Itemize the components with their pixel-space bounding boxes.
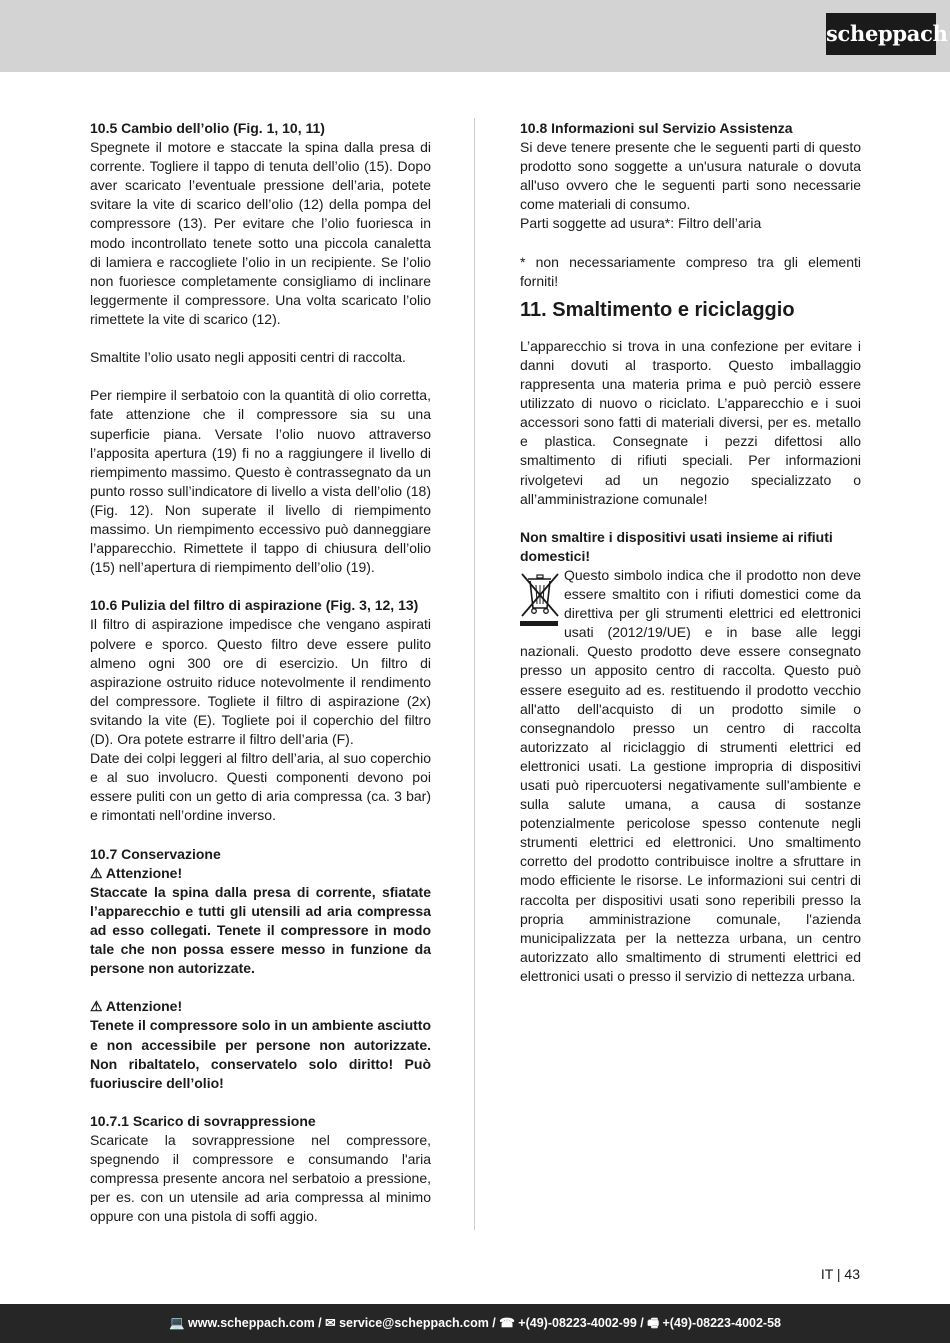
section-11-paragraph: L’apparecchio si trova in una confezione per evitare i danni dovuti al trasporto. Questo imballaggio rappresenta una materia prima e può perciò essere utilizzato di nuovo o riciclato. L’apparecchio e i suoi accessori sono fatti di materiali diversi, per es. metallo e plastica. Consegnate i pezzi difettosi allo smaltimento di rifiuti speciali. Per informazioni rivolgetevi ad un negozio specializzato o all’amministrazione comunale! [520, 337, 861, 507]
scheppach-logo: scheppach [826, 13, 936, 55]
footer-fax: 🖷 +(49)-08223-4002-58 [647, 1316, 781, 1330]
section-10-5-title: 10.5 Cambio dell’olio (Fig. 1, 10, 11) [90, 120, 325, 136]
warning-1-title: ⚠ Attenzione! [90, 864, 183, 881]
column-divider [474, 118, 475, 1230]
section-10-8-title: 10.8 Informazioni sul Servizio Assistenza [520, 120, 793, 136]
page-number: IT | 43 [820, 1266, 860, 1282]
section-10-7-1-title: 10.7.1 Scarico di sovrappressione [90, 1112, 316, 1129]
right-column [520, 119, 861, 986]
section-10-6-paragraph-2: Date dei colpi leggeri al filtro dell’aria, al suo coperchio e al suo involucro. Questi componenti devono poi essere puliti con un getto di aria compressa (ca. 3 bar) e rimontati nell’ordine inverso. [90, 750, 431, 824]
section-11-heading: 11. Smaltimento e riciclaggio [520, 298, 795, 321]
section-10-7-1-paragraph: Scaricate la sovrappressione nel compressore, spegnendo il compressore e consumando l'aria compressa presente ancora nel serbatoio a pressione, per es. con un utensile ad aria compressa al minimo oppure con una pistola di soffi aggio. [90, 1131, 431, 1225]
warning-2-title: ⚠ Attenzione! [90, 998, 183, 1015]
section-10-8-paragraph-2: Parti soggette ad usura*: Filtro dell’aria [520, 215, 762, 232]
footer-phone: ☎ +(49)-08223-4002-99 / [499, 1316, 644, 1330]
section-10-6-paragraph-1: Il filtro di aspirazione impedisce che vengano aspirati polvere e sporco. Questo filtro deve essere pulito almeno ogni 300 ore di esercizio. Un filtro di aspirazione ostruito riduce notevolmente il rendimento del compressore. Togliete il filtro di aspirazione (2x) svitando la vite (E). Togliete poi il coperchio del filtro (D). Ora potete estrarre il filtro dell’aria (F). [90, 616, 431, 747]
section-10-5-paragraph-2: Smaltite l’olio usato negli appositi centri di raccolta. [90, 349, 406, 366]
section-10-7-title: 10.7 Conservazione [90, 845, 221, 862]
weee-paragraph: Questo simbolo indica che il prodotto non deve essere smaltito con i rifiuti domestici come da direttiva per gli strumenti elettrici ed elettronici usati (2012/19/UE) e in base alle leggi nazionali. Questo prodotto deve essere consegnato presso un apposito centro di raccolta. Questo può essere eseguito ad es. restituendo il prodotto vecchio all'atto dell'acquisto di un prodotto simile o consegnandolo presso un centro di raccolta autorizzato al riciclaggio di strumenti elettrici ed elettronici usati. La gestione impropria di dispositivi usati può ripercuotersi negativamente sull'ambiente e sulla salute umana, a causa di sostanze potenzialmente pericolose spesso contenute negli strumenti elettrici ed elettronici. Uno smaltimento corretto del prodotto contribuisce inoltre a sfruttare in modo efficiente le risorse. Le informazioni sui centri di raccolta per dispositivi usati sono reperibili presso la propria amministrazione comunale, l'azienda municipalizzata per la nettezza urbana, un centro autorizzato allo smaltimento di strumenti elettrici ed elettronici usati o presso il servizio di nettezza urbana. [520, 566, 861, 984]
section-10-8-paragraph-1: Si deve tenere presente che le seguenti parti di questo prodotto sono soggette a un'usura naturale o dovuta all'uso ovvero che le seguenti parti sono necessarie come materiali di consumo. [520, 139, 861, 213]
crossed-out-wheeled-bin-icon [520, 570, 560, 630]
section-10-6-title: 10.6 Pulizia del filtro di aspirazione (Fig. 3, 12, 13) [90, 597, 419, 614]
weee-title: Non smaltire i dispositivi usati insieme ai rifiuti domestici! [520, 528, 833, 564]
warning-1-text: Staccate la spina dalla presa di corrente, sfiatate l’apparecchio e tutti gli utensili ad aria compressa ad esso collegati. Tenete il compressore in modo tale che non possa essere messo in funzione da persone non autorizzate. [90, 883, 431, 977]
section-10-5-paragraph-3: Per riempire il serbatoio con la quantità di olio corretta, fate attenzione che il compressore sia su una superficie piana. Versate l’olio nuovo attraverso l’apposita apertura (19) fi no a raggiungere il livello di riempimento massimo. Questo è contrassegnato da un punto rosso sull’indicatore di livello a vista dell’olio (18) (Fig. 12). Non superate il livello di riempimento massimo. Un riempimento eccessivo può danneggiare l’apparecchio. Rimettete il tappo di chiusura dell’olio (15) nell’apertura di riempimento dell’olio (19). [90, 387, 431, 576]
footer-website[interactable]: 💻 www.scheppach.com / [169, 1316, 322, 1330]
page-header [0, 0, 950, 72]
page-footer [0, 1304, 950, 1343]
section-10-8-note: * non necessariamente compreso tra gli elementi forniti! [520, 253, 861, 289]
warning-2-text: Tenete il compressore solo in un ambiente asciutto e non accessibile per persone non autorizzate. Non ribaltatelo, conservatelo solo diritto! Può fuoriuscire dell’olio! [90, 1017, 431, 1091]
left-column [90, 119, 431, 1226]
section-10-5-paragraph-1: Spegnete il motore e staccate la spina dalla presa di corrente. Togliere il tappo di tenuta dell’olio (15). Dopo aver scaricato l’eventuale pressione dell’aria, potete svitare la vite di scarico dell’olio (12) della pompa del compressore (13). Per evitare che l’olio fuoriesca in modo incontrollato tenete sotto una piccola canaletta di lamiera e raccogliete l’olio in un recipiente. Se l’olio non fuoriesce completamente consigliamo di inclinare leggermente il compressore. Una volta scaricato l’olio rimettete la vite di scarico (12). [90, 139, 431, 327]
footer-email[interactable]: ✉ service@scheppach.com / [325, 1316, 496, 1330]
